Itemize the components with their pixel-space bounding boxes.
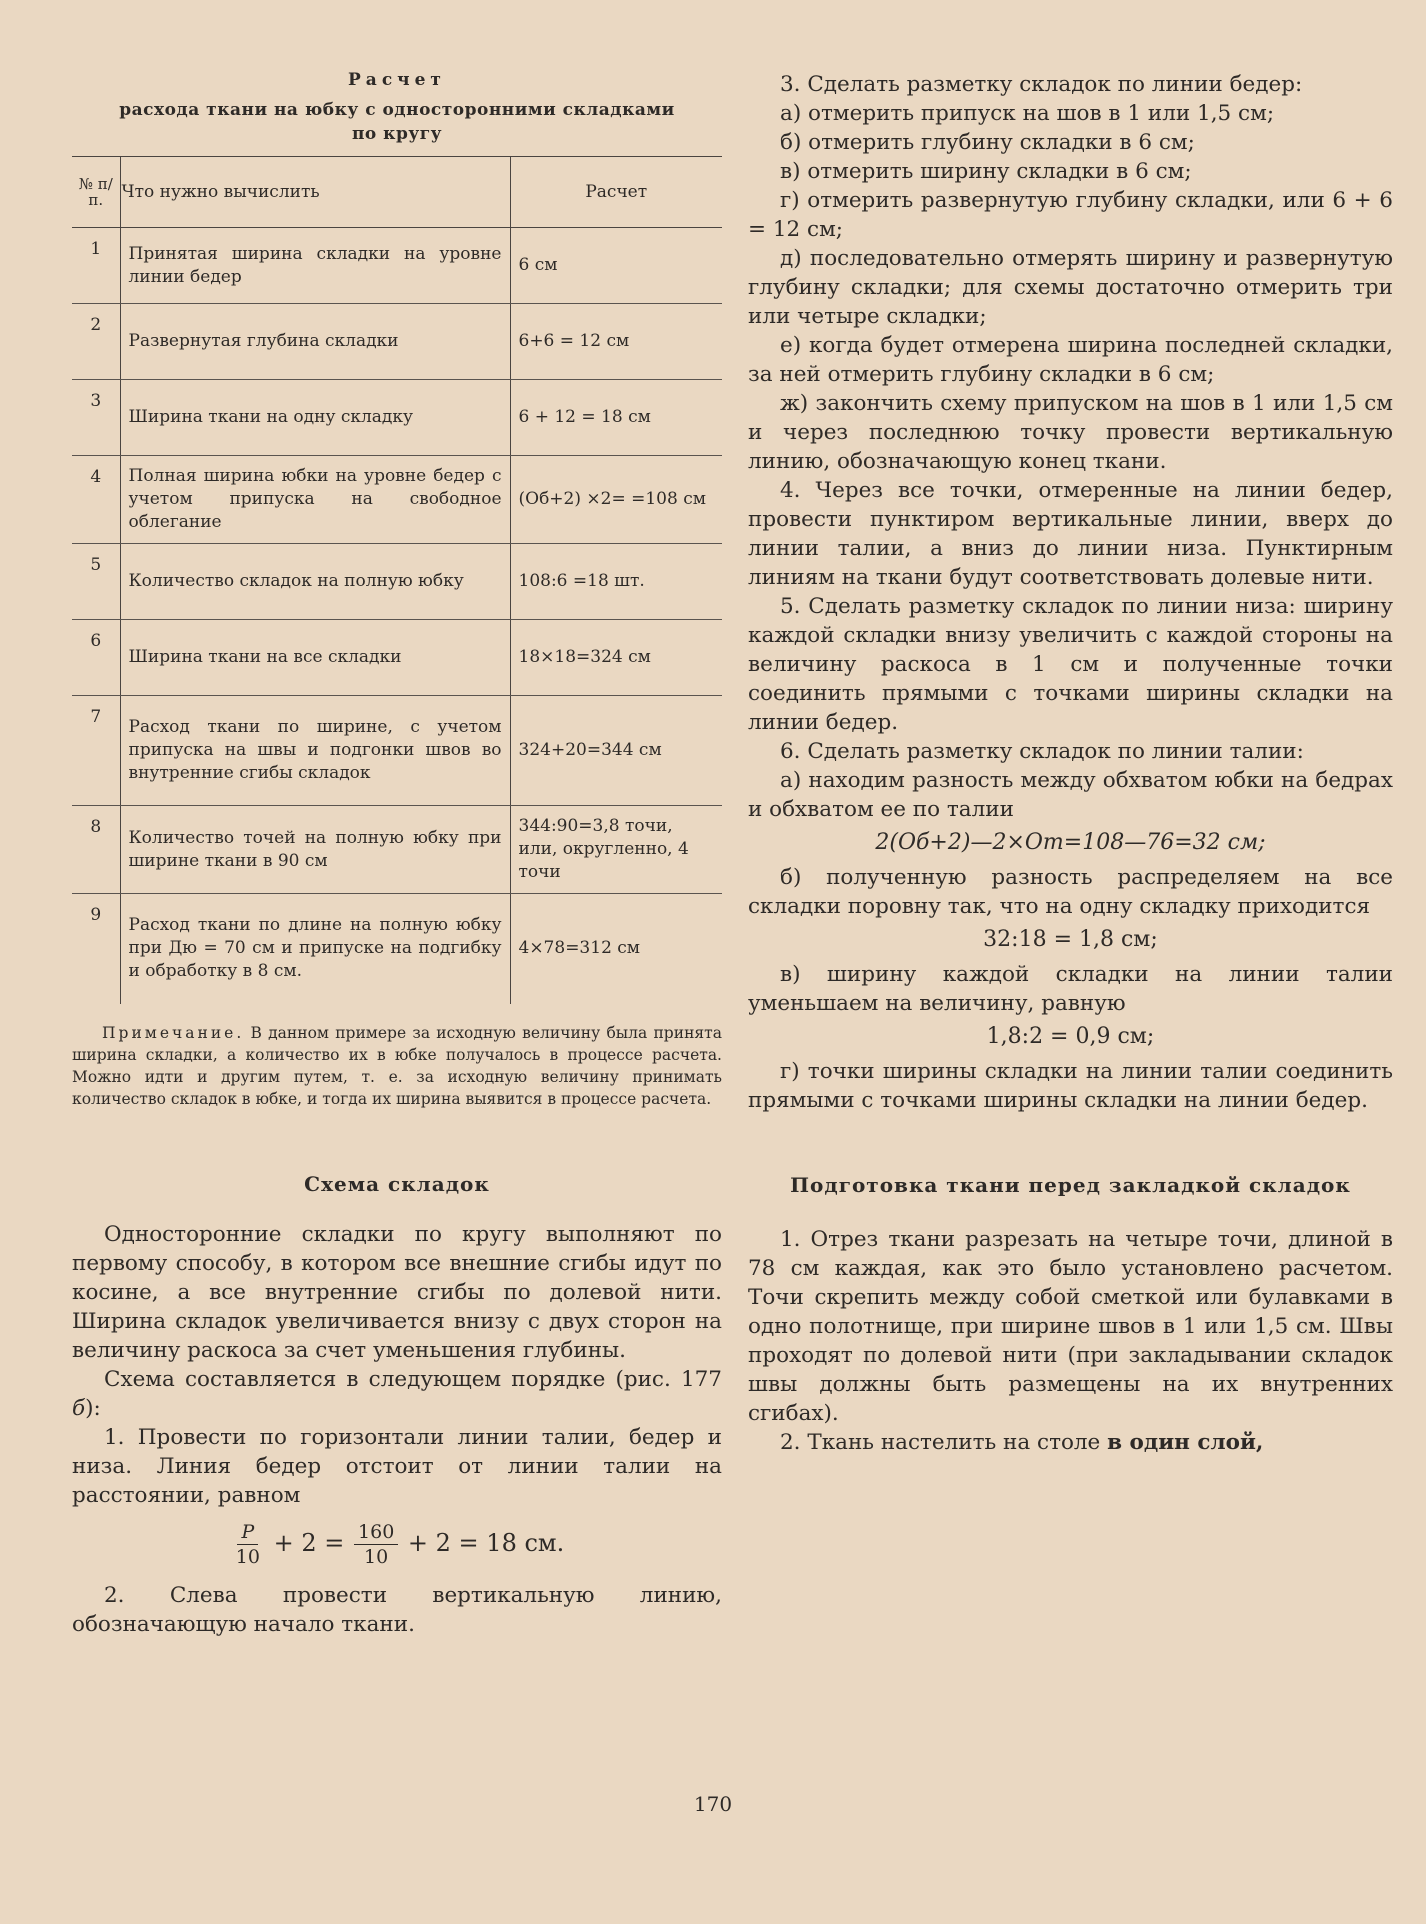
paragraph: 2. Слева провести вертикальную линию, обозначающую начало ткани. xyxy=(72,1582,722,1637)
fraction xyxy=(232,1520,264,1569)
table-row xyxy=(72,544,722,620)
table-subtitle-line-2: по кругу xyxy=(351,124,443,144)
fraction-numerator: Р xyxy=(237,1520,258,1545)
row-number: 8 xyxy=(72,806,120,894)
table-subtitle-line-1: расхода ткани на юбку с односторонними складками xyxy=(119,100,675,120)
row-what: Расход ткани по ширине, с учетом припуска на швы и подгонки швов во внутренние сгибы складок xyxy=(120,696,510,806)
table-row xyxy=(72,380,722,456)
list-item: в) отмерить ширину складки в 6 см; xyxy=(780,159,1192,184)
row-result: 6+6 = 12 см xyxy=(510,304,722,380)
row-number: 6 xyxy=(72,620,120,696)
row-number: 7 xyxy=(72,696,120,806)
formula-half: 1,8:2 = 0,9 см; xyxy=(986,1024,1155,1049)
list-item: б) отмерить глубину складки в 6 см; xyxy=(780,130,1195,155)
table-caption xyxy=(72,70,722,146)
left-column xyxy=(72,70,722,1639)
figure-ref: б xyxy=(72,1395,86,1421)
paragraph: 3. Сделать разметку складок по линии бедер: xyxy=(780,72,1303,97)
list-item: ж) закончить схему припуском на шов в 1 или 1,5 см и через последнюю точку провести вертикальную линию, обозначающую конец ткани. xyxy=(748,391,1393,474)
row-number: 4 xyxy=(72,456,120,544)
row-number: 3 xyxy=(72,380,120,456)
table-row xyxy=(72,304,722,380)
row-what: Количество складок на полную юбку xyxy=(120,544,510,620)
section-heading-pleat-scheme: Схема складок xyxy=(304,1171,490,1196)
row-result: 18×18=324 см xyxy=(510,620,722,696)
paragraph: 1. Отрез ткани разрезать на четыре точи, длиной в 78 см каждая, как это было установлено расчетом. Точи скрепить между собой сметкой или булавками в одно полотнище, при ширине швов в 1 или 1,5 см. Швы проходят по долевой нити (при закладывании складок швы должны быть размещены на их внутренних сгибах). xyxy=(748,1227,1393,1426)
row-result: 108:6 =18 шт. xyxy=(510,544,722,620)
row-what: Ширина ткани на одну складку xyxy=(120,380,510,456)
paragraph-text: 2. Ткань настелить на столе xyxy=(780,1430,1108,1455)
note-label: Примечание. xyxy=(102,1023,245,1042)
table-row xyxy=(72,696,722,806)
row-what: Ширина ткани на все складки xyxy=(120,620,510,696)
paragraph-text: ): xyxy=(85,1395,101,1421)
list-item: г) точки ширины складки на линии талии соединить прямыми с точками ширины складки на линии бедер. xyxy=(748,1059,1393,1113)
paragraph xyxy=(72,1365,722,1423)
paragraph: Односторонние складки по кругу выполняют по первому способу, в котором все внешние сгибы идут по косине, а все внутренние сгибы по долевой нити. Ширина складок увеличивается внизу с двух сторон на величину раскоса за счет уменьшения глубины. xyxy=(72,1221,722,1363)
list-item: в) ширину каждой складки на линии талии уменьшаем на величину, равную xyxy=(748,962,1393,1016)
list-item: а) находим разность между обхватом юбки на бедрах и обхватом ее по талии xyxy=(748,768,1393,822)
list-item: б) полученную разность распределяем на все складки поровну так, что на одну складку приходится xyxy=(748,865,1393,919)
table-note xyxy=(72,1022,722,1110)
row-what: Полная ширина юбки на уровне бедер с учетом припуска на свободное облегание xyxy=(120,456,510,544)
row-result: 6 см xyxy=(510,228,722,304)
row-result: 6 + 12 = 18 см xyxy=(510,380,722,456)
paragraph xyxy=(748,1428,1393,1457)
paragraph-text: Схема составляется в следующем порядке (рис. 177 xyxy=(104,1366,722,1392)
row-result: 324+20=344 см xyxy=(510,696,722,806)
table-row xyxy=(72,620,722,696)
formula-difference: 2(Об+2)—2×От=108—76=32 см; xyxy=(875,830,1266,855)
calculation-table xyxy=(72,156,722,1004)
formula-mid: + 2 = xyxy=(273,1528,345,1557)
table-header-row xyxy=(72,157,722,228)
table-title: Расчет xyxy=(348,70,446,90)
row-what: Развернутая глубина складки xyxy=(120,304,510,380)
list-item: г) отмерить развернутую глубину складки, или 6 + 6 = 12 см; xyxy=(748,188,1393,242)
row-what: Количество точей на полную юбку при ширине ткани в 90 см xyxy=(120,806,510,894)
table-row xyxy=(72,456,722,544)
row-what: Расход ткани по длине на полную юбку при Дю = 70 см и припуске на подгибку и обработку в 8 см. xyxy=(120,894,510,1004)
list-item: д) последовательно отмерять ширину и развернутую глубину складки; для схемы достаточно отмерить три или четыре складки; xyxy=(748,246,1393,329)
list-item: е) когда будет отмерена ширина последней складки, за ней отмерить глубину складки в 6 см; xyxy=(748,333,1393,387)
row-number: 1 xyxy=(72,228,120,304)
paragraph-bold: в один слой, xyxy=(1107,1430,1264,1455)
note-text: В данном примере за исходную величину была принята ширина складки, а количество их в юбке получалось в процессе расчета. Можно идти и другим путем, т. е. за исходную величину принимать количество складок в юбке, и тогда их ширина выявится в процессе расчета. xyxy=(72,1023,722,1108)
formula-end: + 2 = 18 см. xyxy=(407,1528,565,1557)
row-result: (Об+2) ×2= =108 см xyxy=(510,456,722,544)
fraction-denominator: 10 xyxy=(364,1545,389,1568)
paragraph: 5. Сделать разметку складок по линии низа: ширину каждой складки внизу увеличить с каждой стороны на величину раскоса в 1 см и полученные точки соединить прямыми с точками ширины складки на линии бедер. xyxy=(748,594,1393,735)
row-result: 4×78=312 см xyxy=(510,894,722,1004)
right-column xyxy=(748,70,1393,1457)
fraction-denominator: 10 xyxy=(235,1545,260,1568)
row-number: 9 xyxy=(90,905,102,925)
row-what: Принятая ширина складки на уровне линии бедер xyxy=(120,228,510,304)
formula-per-pleat: 32:18 = 1,8 см; xyxy=(983,927,1158,952)
table-row xyxy=(72,228,722,304)
table-row xyxy=(72,894,722,1004)
row-number: 2 xyxy=(72,304,120,380)
header-result: Расчет xyxy=(510,157,722,228)
row-result: 344:90=3,8 точи, или, округленно, 4 точи xyxy=(510,806,722,894)
header-what: Что нужно вычислить xyxy=(120,157,510,228)
paragraph: 4. Через все точки, отмеренные на линии бедер, провести пунктиром вертикальные линии, вверх до линии талии, а вниз до линии низа. Пунктирным линиям на ткани будут соответствовать долевые нити. xyxy=(748,478,1393,590)
section-heading-fabric-prep: Подготовка ткани перед закладкой складок xyxy=(790,1173,1351,1197)
formula-hip-line xyxy=(72,1520,722,1569)
list-item: а) отмерить припуск на шов в 1 или 1,5 см; xyxy=(780,101,1275,126)
header-number: № п/п. xyxy=(72,157,120,228)
page-number: 170 xyxy=(693,1792,733,1816)
row-number: 5 xyxy=(72,544,120,620)
table-row xyxy=(72,806,722,894)
paragraph: 1. Провести по горизонтали линии талии, бедер и низа. Линия бедер отстоит от линии талии на расстоянии, равном xyxy=(72,1424,722,1508)
fraction xyxy=(354,1520,398,1569)
paragraph: 6. Сделать разметку складок по линии талии: xyxy=(780,739,1304,764)
fraction-numerator: 160 xyxy=(354,1520,398,1545)
